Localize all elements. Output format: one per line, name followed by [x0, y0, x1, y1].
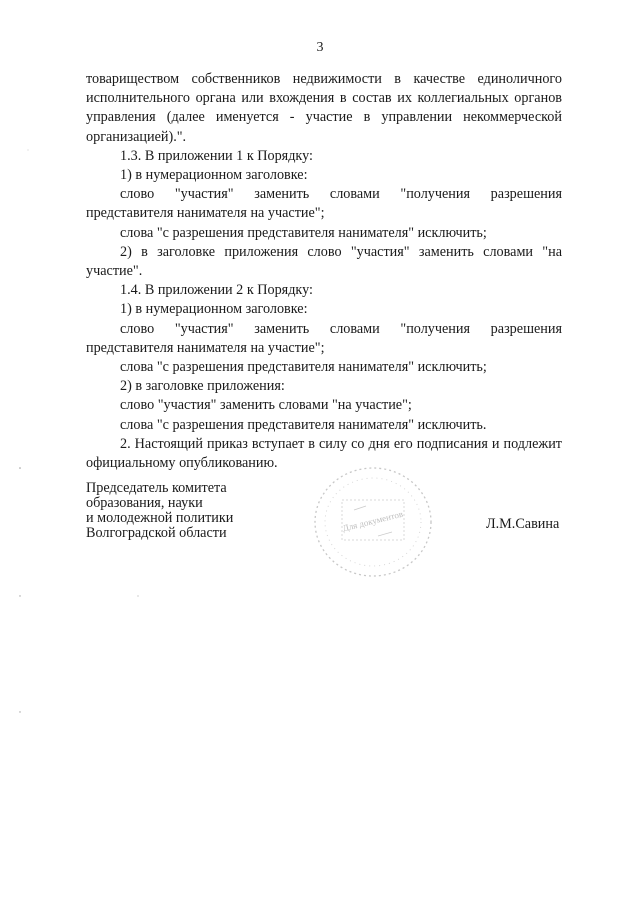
document-body — [86, 70, 562, 473]
position-line: образования, науки — [86, 495, 203, 511]
paragraph: слово "участия" заменить словами "получения разрешения представителя нанимателя на участие"; — [86, 320, 562, 356]
official-stamp — [308, 462, 438, 582]
paragraph: 1.3. В приложении 1 к Порядку: — [120, 147, 313, 164]
stamp-text: Для документов — [341, 508, 404, 534]
paragraph: слова "с разрешения представителя нанимателя" исключить; — [120, 224, 487, 241]
paragraph: 1.4. В приложении 2 к Порядку: — [120, 282, 313, 299]
paragraph: товариществом собственников недвижимости в качестве единоличного исполнительного органа или вхождения в состав их коллегиальных органов управления (далее именуется - участие в управлении некоммерческой организацией).". — [86, 71, 562, 145]
position-line: Волгоградской области — [86, 525, 227, 541]
paragraph: слова "с разрешения представителя нанимателя" исключить; — [120, 359, 487, 376]
page-number: 3 — [316, 40, 324, 55]
paragraph: 2) в заголовке приложения слово "участия" заменить словами "на участие". — [86, 243, 562, 280]
paragraph: слово "участия" заменить словами "получения разрешения представителя нанимателя на участие"; — [86, 186, 562, 222]
paragraph: 2. Настоящий приказ вступает в силу со дня его подписания и подлежит официальному опубликованию. — [86, 435, 562, 472]
paragraph: 2) в заголовке приложения: — [120, 378, 285, 395]
position-line: и молодежной политики — [86, 510, 234, 526]
paragraph: слово "участия" заменить словами "на участие"; — [120, 397, 412, 414]
paragraph: слова "с разрешения представителя нанимателя" исключить. — [120, 416, 487, 433]
signer-name: Л.М.Савина — [486, 516, 560, 532]
paragraph: 1) в нумерационном заголовке: — [120, 167, 308, 184]
signatory-position — [86, 481, 266, 541]
position-line: Председатель комитета — [86, 480, 227, 496]
paragraph: 1) в нумерационном заголовке: — [120, 301, 308, 318]
